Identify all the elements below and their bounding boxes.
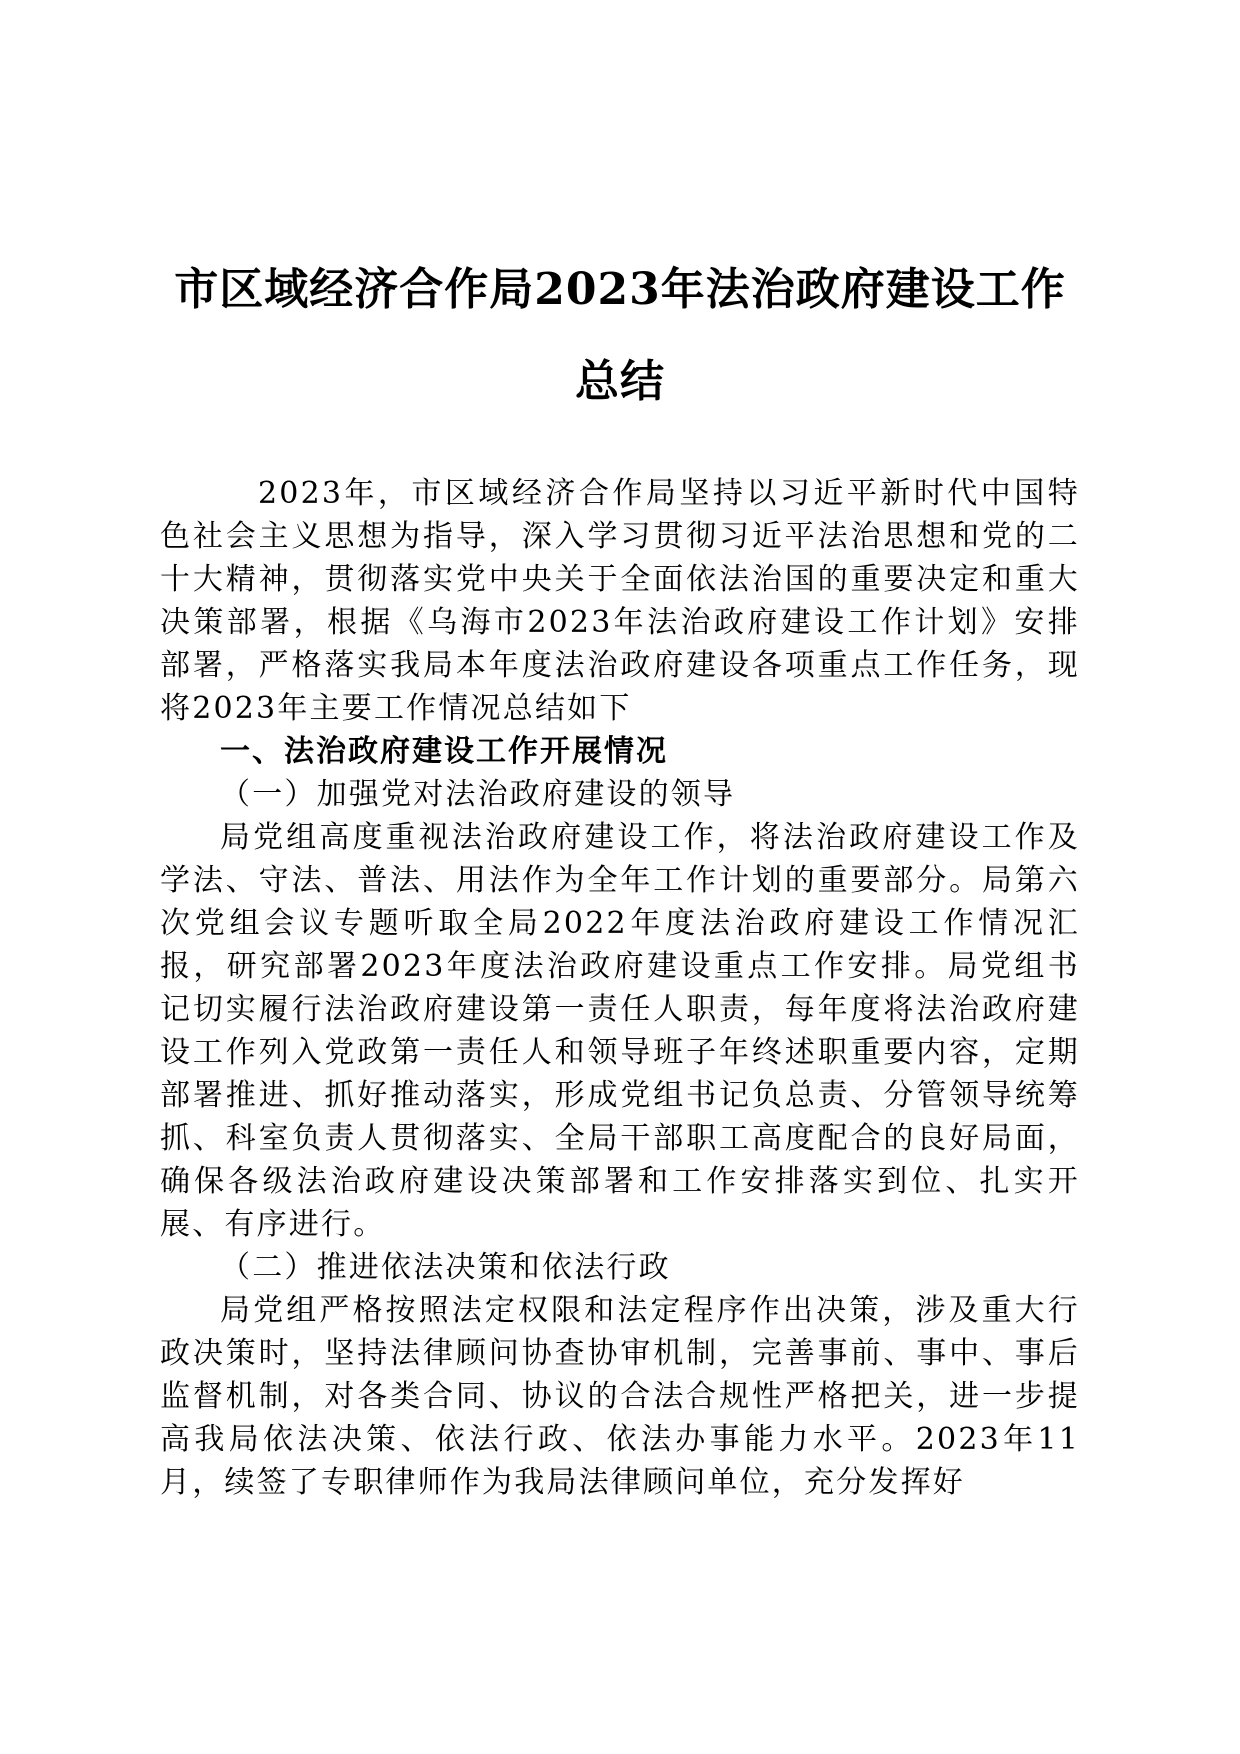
subsection1-paragraph: 局党组高度重视法治政府建设工作，将法治政府建设工作及学法、守法、普法、用法作为全年工作计划的重要部分。局第六次党组会议专题听取全局2022年度法治政府建设工作情况汇报，研究部署2023年度法治政府建设重点工作安排。局党组书记切实履行法治政府建设第一责任人职责，每年度将法治政府建设工作列入党政第一责任人和领导班子年终述职重要内容，定期部署推进、抓好推动落实，形成党组书记负总责、分管领导统筹抓、科室负责人贯彻落实、全局干部职工高度配合的良好局面，确保各级法治政府建设决策部署和工作安排落实到位、扎实开展、有序进行。 (160, 820, 1080, 1242)
subsection2-heading: （二）推进依法决策和依法行政 (220, 1250, 671, 1285)
subsection2-paragraph: 局党组严格按照法定权限和法定程序作出决策，涉及重大行政决策时，坚持法律顾问协查协审机制，完善事前、事中、事后监督机制，对各类合同、协议的合法合规性严格把关，进一步提高我局依法决策、依法行政、依法办事能力水平。2023年11月，续签了专职律师作为我局法律顾问单位，充分发挥好 (160, 1293, 1080, 1500)
intro-paragraph: 2023年，市区域经济合作局坚持以习近平新时代中国特色社会主义思想为指导，深入学习贯彻习近平法治思想和党的二十大精神，贯彻落实党中央关于全面依法治国的重要决定和重大决策部署，根据《乌海市2023年法治政府建设工作计划》安排部署，严格落实我局本年度法治政府建设各项重点工作任务，现将2023年主要工作情况总结如下 (160, 476, 1080, 726)
document-body (160, 472, 1080, 1504)
document-title-line2: 总结 (575, 356, 665, 407)
section1-heading: 一、法治政府建设工作开展情况 (220, 734, 668, 769)
subsection1-heading: （一）加强党对法治政府建设的领导 (220, 777, 736, 812)
document-title-line1: 市区域经济合作局2023年法治政府建设工作 (174, 264, 1066, 315)
